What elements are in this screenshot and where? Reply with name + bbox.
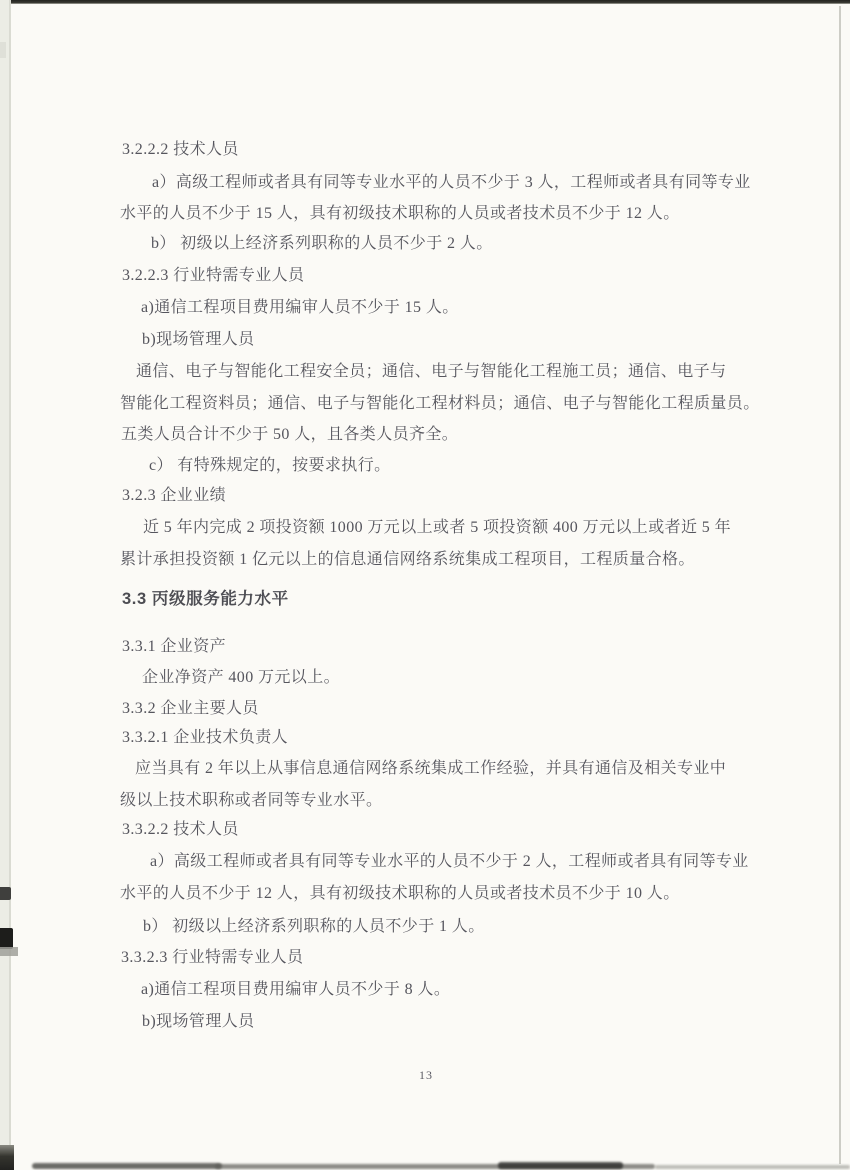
item-a-line: a）高级工程师或者具有同等专业水平的人员不少于 3 人，工程师或者具有同等专业 (152, 174, 751, 191)
scan-artifact-left-mark-2 (0, 928, 13, 949)
section-heading-3321: 3.3.2.1 企业技术负责人 (122, 729, 289, 746)
chapter-heading-33: 3.3 丙级服务能力水平 (122, 590, 289, 608)
section-heading-3322: 3.3.2.2 技术人员 (122, 821, 239, 838)
item-a-continuation: 水平的人员不少于 12 人，具有初级技术职称的人员或者技术员不少于 10 人。 (120, 885, 680, 902)
section-heading-3223: 3.2.2.3 行业特需专业人员 (122, 267, 305, 284)
paragraph-line: 应当具有 2 年以上从事信息通信网络系统集成工作经验，并具有通信及相关专业中 (135, 760, 727, 777)
paragraph-line: 五类人员合计不少于 50 人，且各类人员齐全。 (121, 426, 459, 443)
scan-artifact-bottom-corner (0, 1145, 14, 1170)
scan-artifact-left-mark-2-tail (0, 947, 18, 956)
paragraph-line: 级以上技术职称或者同等专业水平。 (120, 792, 383, 809)
scan-artifact-bottom-smudge-right (655, 1165, 850, 1169)
section-heading-3222: 3.2.2.2 技术人员 (122, 141, 239, 158)
paragraph-line: 累计承担投资额 1 亿元以上的信息通信网络系统集成工程项目，工程质量合格。 (120, 551, 695, 568)
scan-artifact-left-notch (0, 42, 6, 58)
scan-artifact-bottom-smudge-dark (498, 1162, 623, 1169)
item-a-line: a）高级工程师或者具有同等专业水平的人员不少于 2 人，工程师或者具有同等专业 (150, 853, 749, 870)
item-a-line: a)通信工程项目费用编审人员不少于 15 人。 (141, 299, 459, 316)
section-heading-323: 3.2.3 企业业绩 (122, 487, 227, 504)
item-b-line: b)现场管理人员 (142, 1013, 255, 1030)
paragraph-line: 智能化工程资料员；通信、电子与智能化工程材料员；通信、电子与智能化工程质量员。 (120, 395, 760, 412)
section-heading-332: 3.3.2 企业主要人员 (122, 700, 259, 717)
item-c-line: c） 有特殊规定的，按要求执行。 (149, 457, 391, 474)
page-number: 13 (419, 1068, 433, 1082)
scan-artifact-left-strip (0, 0, 9, 1170)
item-b-line: b)现场管理人员 (142, 331, 255, 348)
scan-artifact-left-mark-1 (0, 887, 11, 900)
item-b-line: b） 初级以上经济系列职称的人员不少于 1 人。 (143, 918, 485, 935)
item-a-line: a)通信工程项目费用编审人员不少于 8 人。 (141, 981, 451, 998)
item-b-line: b） 初级以上经济系列职称的人员不少于 2 人。 (151, 235, 493, 252)
paragraph-line: 通信、电子与智能化工程安全员；通信、电子与智能化工程施工员；通信、电子与 (136, 363, 727, 380)
section-heading-331: 3.3.1 企业资产 (122, 638, 227, 655)
scan-artifact-top-edge (0, 0, 850, 4)
paragraph-line: 企业净资产 400 万元以上。 (142, 669, 341, 686)
section-heading-3323: 3.3.2.3 行业特需专业人员 (121, 949, 304, 966)
item-a-continuation: 水平的人员不少于 15 人，具有初级技术职称的人员或者技术员不少于 12 人。 (120, 205, 680, 222)
scan-artifact-bottom-smudge-left (32, 1163, 222, 1169)
scan-artifact-left-line (9, 0, 11, 1170)
scan-artifact-right-edge (839, 6, 841, 1164)
paragraph-line: 近 5 年内完成 2 项投资额 1000 万元以上或者 5 项投资额 400 万元以上或者近 5 年 (143, 519, 732, 536)
